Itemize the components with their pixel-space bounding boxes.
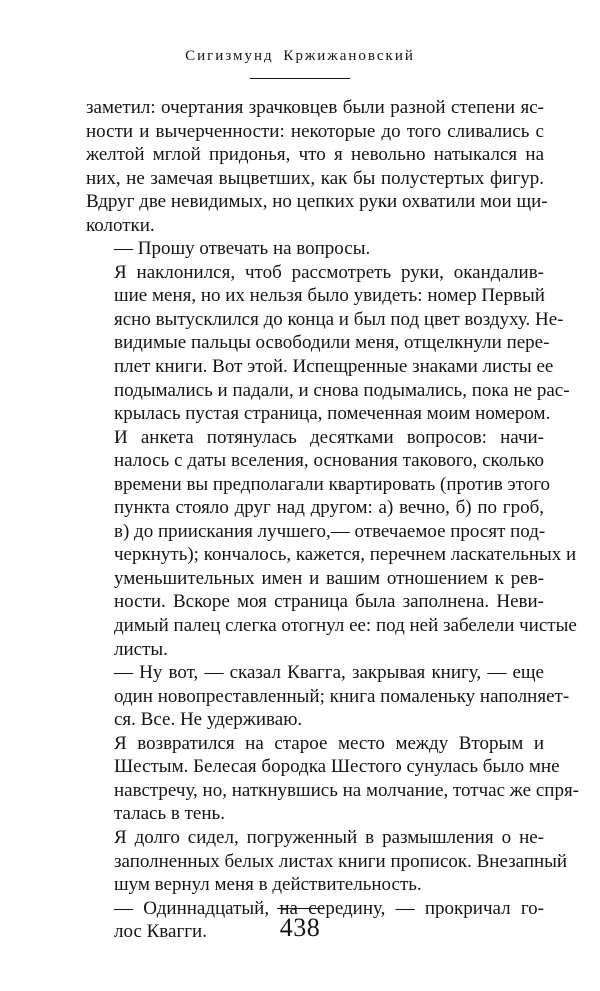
paragraph [86, 661, 570, 732]
text-line: И анкета потянулась десятками вопросов: начи- [114, 426, 544, 448]
text-line: ясно вытусклился до конца и был под цвет воздуху. Не- [114, 308, 564, 330]
text-line: крылась пустая страница, помеченная моим номером. [114, 403, 551, 425]
text-line: черкнуть); кончалось, кажется, перечнем ласкательных и [114, 544, 577, 566]
text-line: талась в тень. [114, 803, 225, 825]
header-rule [250, 78, 350, 79]
paragraph [86, 96, 548, 237]
page-number: 438 [279, 913, 321, 942]
text-line: димый палец слегка отогнул ее: под ней забелели чистые [114, 615, 577, 637]
text-line: видимые пальцы освободили меня, отщелкнули пере- [114, 332, 550, 354]
body-text [86, 96, 580, 944]
paragraph [86, 426, 577, 661]
paragraph [86, 237, 544, 261]
text-line: шие меня, но их нельзя было увидеть: номер Первый [114, 285, 545, 307]
text-line: Я возвратился на старое место между Вторым и [114, 732, 544, 754]
text-line: них, не замечая выцветших, как бы полустертых фигур. [86, 167, 544, 189]
text-line: ся. Все. Не удерживаю. [114, 709, 303, 731]
text-line: пункта стояло друг над другом: а) вечно, б) по гроб, [114, 497, 544, 519]
text-line: заметил: очертания зрачковцев были разной степени яс- [86, 97, 544, 118]
text-line: налось с даты вселения, основания такового, сколько [114, 450, 544, 472]
text-line: Я долго сидел, погруженный в размышления о не- [114, 826, 544, 848]
text-line: плет книги. Вот этой. Испещренные знаками листы ее [114, 356, 554, 378]
text-line: шум вернул меня в действительность. [114, 874, 422, 896]
text-line: уменьшительных имен и вашим отношением к рев- [114, 567, 544, 589]
text-line: один новопреставленный; книга помаленьку наполняет- [114, 685, 570, 707]
text-line: заполненных белых листах книги прописок. Внезапный [114, 850, 568, 872]
text-line: лос Квагги. [114, 921, 207, 943]
running-head: Сигизмунд Кржижановский [185, 48, 415, 64]
text-line: подымались и падали, и снова подымались, пока не рас- [114, 379, 570, 401]
text-line: Я наклонился, чтоб рассмотреть руки, окандалив- [114, 261, 544, 283]
text-line: — Прошу отвечать на вопросы. [114, 238, 371, 260]
text-line: желтой мглой придонья, что я невольно натыкался на [86, 144, 544, 166]
text-line: колотки. [86, 214, 155, 236]
text-line: в) до приискания лучшего,— отвечаемое просят под- [114, 520, 546, 542]
text-line: — Одиннадцатый, на середину, — прокричал го- [114, 897, 544, 919]
paragraph [86, 826, 568, 897]
text-line: ности. Вскоре моя страница была заполнена. Неви- [114, 591, 544, 613]
text-line: — Ну вот, — сказал Квагга, закрывая книгу, — еще [114, 662, 544, 684]
text-line: Шестым. Белесая бородка Шестого сунулась было мне [114, 756, 560, 778]
text-line: ности и вычерченности: некоторые до того сливались с [86, 120, 544, 142]
text-line: листы. [114, 638, 168, 660]
text-line: времени вы предполагали квартировать (против этого [114, 473, 551, 495]
text-line: навстречу, но, наткнувшись на молчание, тотчас же спря- [114, 779, 580, 801]
paragraph [86, 261, 570, 426]
paragraph [86, 732, 580, 826]
footer-rule [277, 908, 323, 909]
text-line: Вдруг две невидимых, но цепких руки охватили мои щи- [86, 191, 548, 213]
